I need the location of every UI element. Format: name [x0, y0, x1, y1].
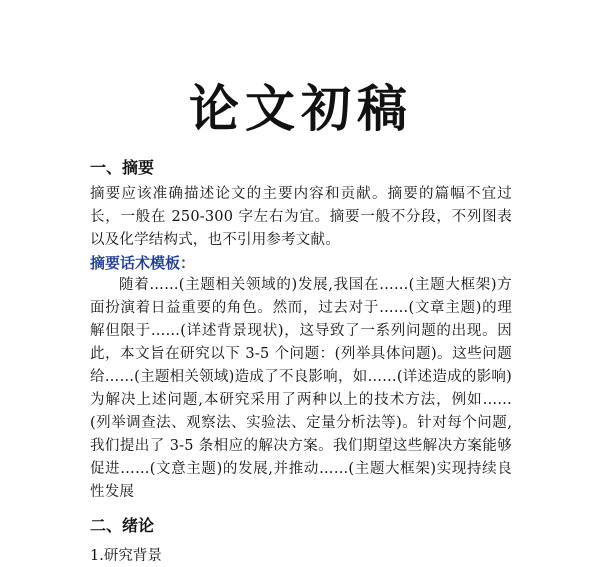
abstract-template-body: 随着……(主题相关领域的)发展,我国在……(主题大框架)方面扮演着日益重要的角色。然而，过去对于……(文章主题)的理解但限于……(详述背景现状)，这导致了一系列问题的出现。因此，本文旨在研究以下 3-5 个问题：(列举具体问题)。这些问题给……(主题相关领域)造成了不良影响，如……(详述造成的影响)为解决上述问题,本研究采用了两种以上的技术方法，例如……(列举调查法、观察法、实验法、定量分析法等)。针对每个问题,我们提出了 3-5 条相应的解决方案。我们期望这些解决方案能够促进……(文意主题)的发展,并推动……(主题大框架)实现持续良性发展 [90, 277, 512, 500]
document-title: 论文初稿 [189, 80, 413, 138]
abstract-description: 摘要应该准确描述论文的主要内容和贡献。摘要的篇幅不宜过长，一般在 250-300 字左右为宜。摘要一般不分段，不列图表以及化学结构式，也不引用参考文献。 [90, 186, 512, 248]
abstract-heading: 一、摘要 [90, 158, 155, 177]
research-background-heading: 1.研究背景 [90, 548, 162, 564]
introduction-heading: 二、绪论 [90, 516, 155, 535]
abstract-template-heading: 摘要话术模板： [90, 254, 196, 272]
